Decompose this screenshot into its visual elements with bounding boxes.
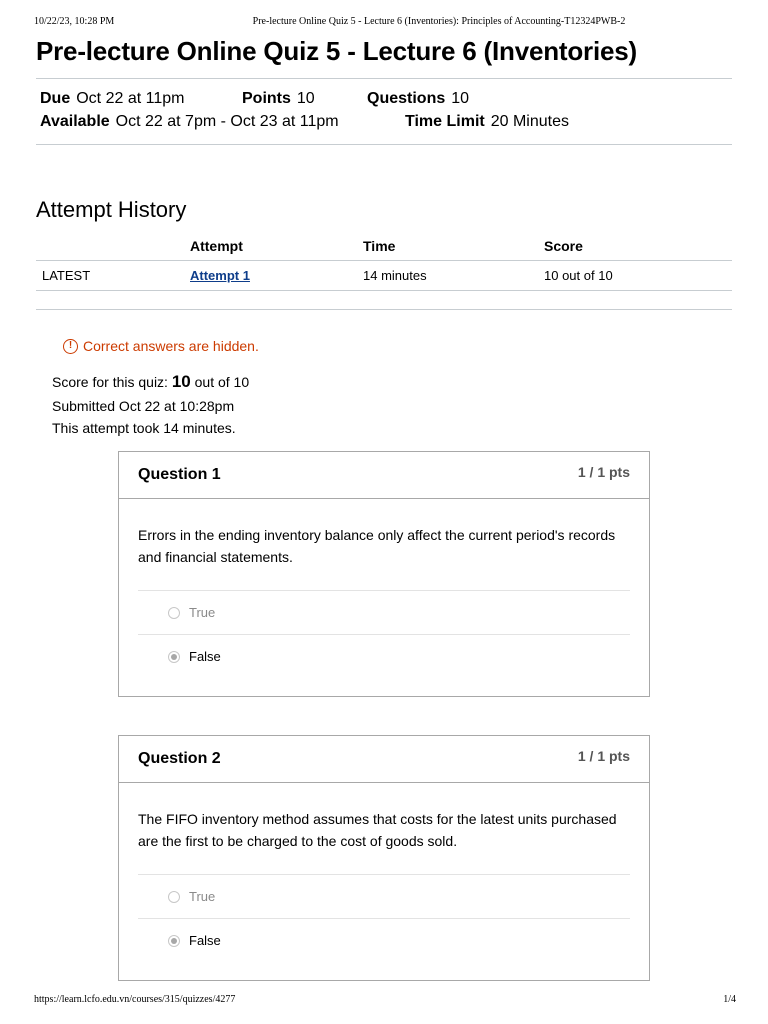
questions-label: Questions: [367, 90, 446, 107]
question-name: Question 2: [138, 750, 221, 767]
attempt-duration: This attempt took 14 minutes.: [52, 420, 236, 436]
score-prefix: Score for this quiz:: [52, 374, 168, 390]
radio-button[interactable]: [168, 607, 180, 619]
score-cell: 10 out of 10: [544, 261, 732, 291]
time-cell: 14 minutes: [363, 261, 544, 291]
column-header: [36, 232, 190, 261]
due-value: Oct 22 at 11pm: [76, 90, 185, 107]
quiz-score: [52, 372, 249, 392]
question-name: Question 1: [138, 466, 221, 483]
row-label: LATEST: [36, 261, 190, 291]
answer-divider: [138, 918, 630, 919]
score-value: 10: [171, 372, 191, 391]
time-limit-label: Time Limit: [405, 113, 485, 130]
answer-option-false[interactable]: [168, 649, 221, 664]
page-number: 1/4: [723, 994, 736, 1005]
available-value: Oct 22 at 7pm - Oct 23 at 11pm: [115, 113, 339, 130]
page-title: Pre-lecture Online Quiz 5 - Lecture 6 (Inventories): [36, 36, 637, 66]
answer-label: True: [189, 889, 216, 904]
points-label: Points: [242, 90, 291, 107]
column-header-score: Score: [544, 232, 732, 261]
column-header-time: Time: [363, 232, 544, 261]
radio-button[interactable]: [168, 891, 180, 903]
print-header: [0, 16, 768, 30]
answer-label: False: [189, 933, 221, 948]
due-label: Due: [40, 90, 71, 107]
question-points: 1 / 1 pts: [577, 748, 630, 764]
answer-option-false[interactable]: [168, 933, 221, 948]
radio-button-selected[interactable]: [168, 651, 180, 663]
radio-button-selected[interactable]: [168, 935, 180, 947]
answer-option-true[interactable]: [168, 605, 215, 620]
attempt-link[interactable]: Attempt 1: [190, 268, 250, 283]
score-suffix: out of 10: [194, 374, 250, 390]
submitted-info: Submitted Oct 22 at 10:28pm: [52, 398, 235, 414]
warning-circle-icon: !: [63, 339, 78, 354]
question-header: [119, 452, 649, 499]
answer-label: True: [189, 605, 216, 620]
print-page-title: Pre-lecture Online Quiz 5 - Lecture 6 (Inventories): Principles of Accounting-T12324PWB-2: [252, 16, 626, 27]
print-url: https://learn.lcfo.edu.vn/courses/315/quizzes/4277: [34, 994, 236, 1005]
attempt-history-table: [36, 232, 732, 291]
answer-label: False: [189, 649, 221, 664]
question-header: [119, 736, 649, 783]
answer-divider: [138, 590, 630, 591]
time-limit-info: [405, 113, 569, 131]
divider: [36, 144, 732, 145]
answer-divider: [138, 874, 630, 875]
questions-info: [367, 90, 469, 108]
points-value: 10: [296, 90, 315, 107]
table-row: [36, 261, 732, 291]
available-info: [40, 113, 339, 131]
answers-hidden-notice: [63, 338, 259, 354]
print-timestamp: 10/22/23, 10:28 PM: [34, 16, 115, 27]
available-label: Available: [40, 113, 110, 130]
column-header-attempt: Attempt: [190, 232, 363, 261]
question-points: 1 / 1 pts: [577, 464, 630, 480]
question-card-1: [118, 451, 650, 697]
table-header-row: [36, 232, 732, 261]
answer-option-true[interactable]: [168, 889, 215, 904]
print-footer: [0, 994, 768, 1008]
attempt-history-title: Attempt History: [36, 197, 187, 222]
due-info: [40, 90, 184, 108]
points-info: [242, 90, 315, 108]
question-text: The FIFO inventory method assumes that costs for the latest units purchased are the first to be charged to the cost of goods sold.: [138, 811, 617, 849]
divider: [36, 78, 732, 79]
time-limit-value: 20 Minutes: [490, 113, 569, 130]
notice-text: Correct answers are hidden.: [83, 338, 259, 354]
question-card-2: [118, 735, 650, 981]
divider: [36, 309, 732, 310]
questions-value: 10: [451, 90, 470, 107]
answer-divider: [138, 634, 630, 635]
question-text: Errors in the ending inventory balance only affect the current period's records and financial statements.: [138, 527, 616, 565]
attempt-cell: [190, 261, 363, 291]
